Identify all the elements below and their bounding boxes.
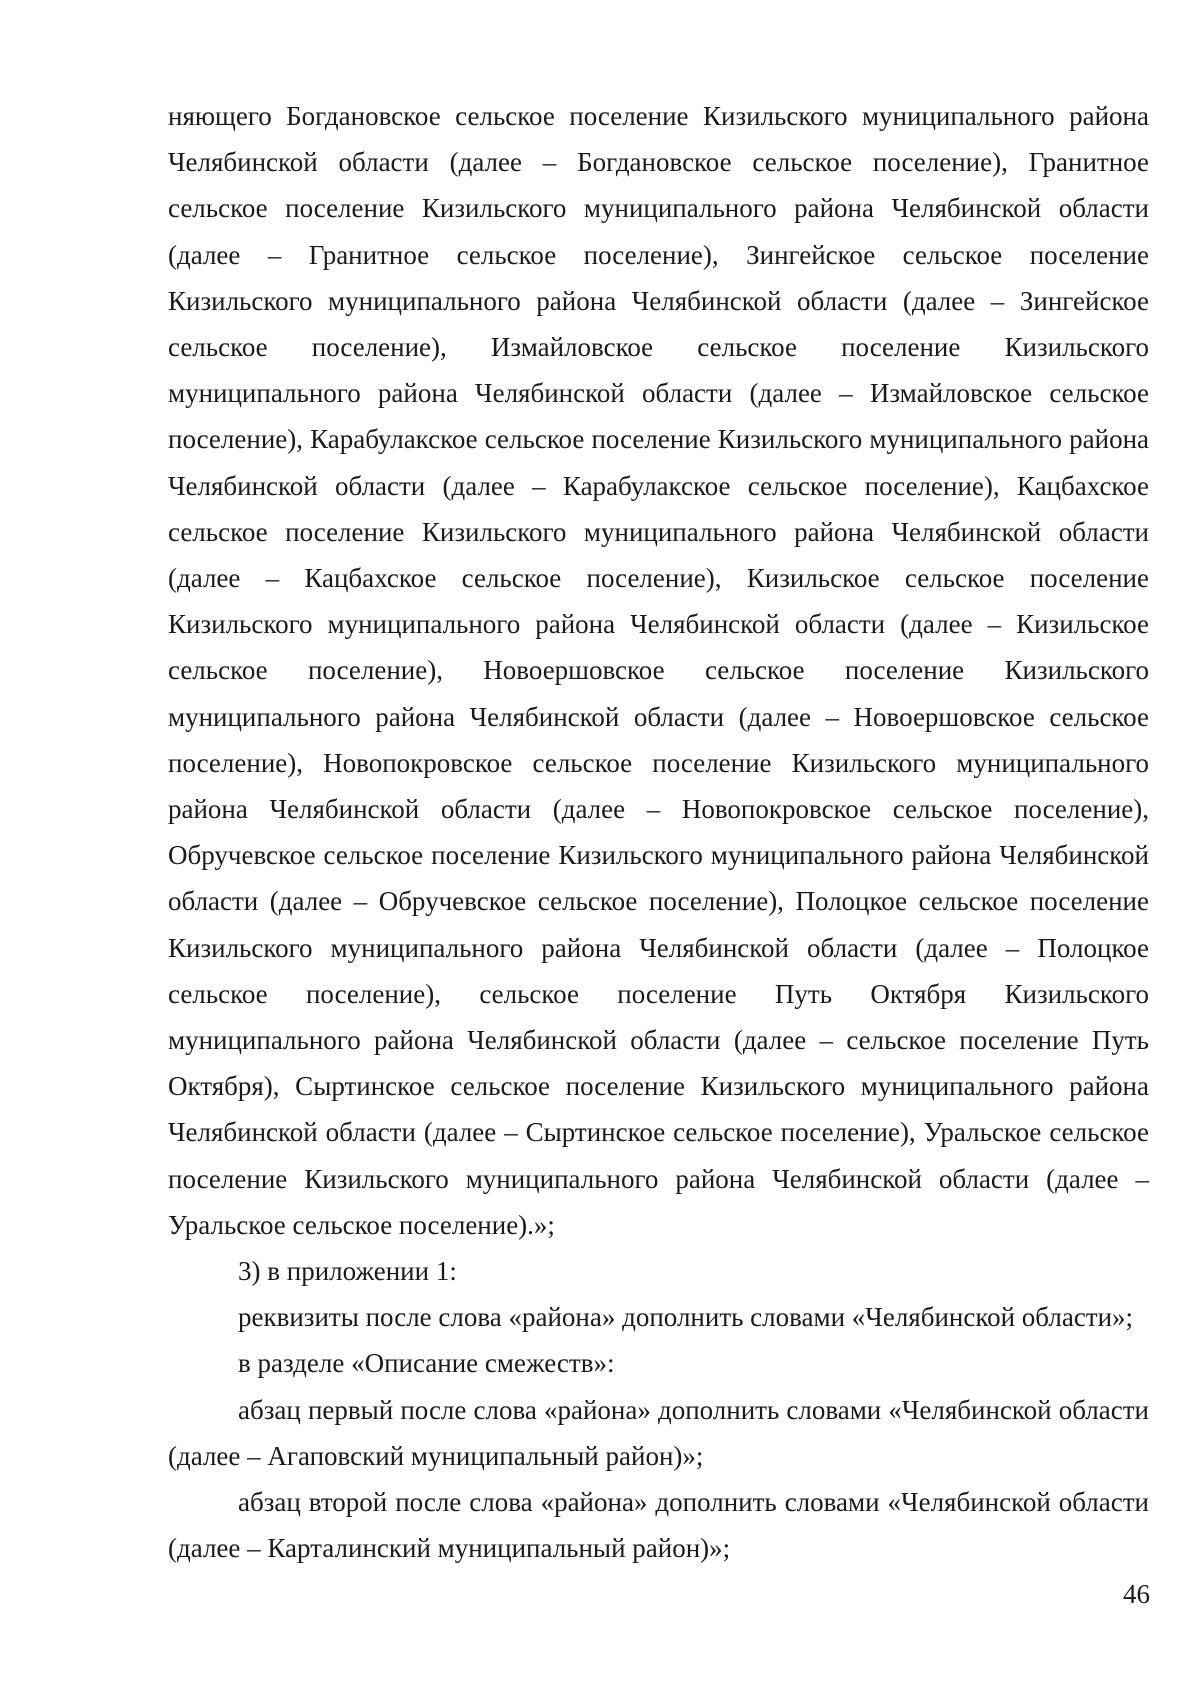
page-number: 46 bbox=[1123, 1579, 1150, 1609]
paragraph-second-clause: абзац второй после слова «района» дополнить словами «Челябинской области (далее – Карталинский муниципальный район)»; bbox=[168, 1487, 1149, 1564]
paragraph-first-clause: абзац первый после слова «района» дополнить словами «Челябинской области (далее – Агаповский муниципальный район)»; bbox=[168, 1394, 1149, 1471]
paragraph-section-adjacency: в разделе «Описание смежеств»: bbox=[238, 1348, 615, 1379]
paragraph-requisites: реквизиты после слова «района» дополнить словами «Челябинской области»; bbox=[238, 1302, 1134, 1333]
document-body bbox=[168, 93, 1149, 1572]
paragraph-continuation: няющего Богдановское сельское поселение Кизильского муниципального района Челябинской области (далее – Богдановское сельское поселение), Гранитное сельское поселение Кизильского муниципального района Челябинской области (далее – Гранитное сельское поселение), Зингейское сельское поселение Кизильского муниципального района Челябинской области (далее – Зингейское сельское поселение), Измайловское сельское поселение Кизильского муниципального района Челябинской области (далее – Измайловское сельское поселение), Карабулакское сельское поселение Кизильского муниципального района Челябинской области (далее – Карабулакское сельское поселение), Кацбахское сельское поселение Кизильского муниципального района Челябинской области (далее – Кацбахское сельское поселение), Кизильское сельское поселение Кизильского муниципального района Челябинской области (далее – Кизильское сельское поселение), Новоершовское сельское поселение Кизильского муниципального района Челябинской области (далее – Новоершовское сельское поселение), Новопокровское сельское поселение Кизильского муниципального района Челябинской области (далее – Новопокровское сельское поселение), Обручевское сельское поселение Кизильского муниципального района Челябинской области (далее – Обручевское сельское поселение), Полоцкое сельское поселение Кизильского муниципального района Челябинской области (далее – Полоцкое сельское поселение), сельское поселение Путь Октября Кизильского муниципального района Челябинской области (далее – сельское поселение Путь Октября), Сыртинское сельское поселение Кизильского муниципального района Челябинской области (далее – Сыртинское сельское поселение), Уральское сельское поселение Кизильского муниципального района Челябинской области (далее – Уральское сельское поселение).»; bbox=[168, 101, 1149, 1240]
paragraph-item-3: 3) в приложении 1: bbox=[238, 1256, 457, 1287]
